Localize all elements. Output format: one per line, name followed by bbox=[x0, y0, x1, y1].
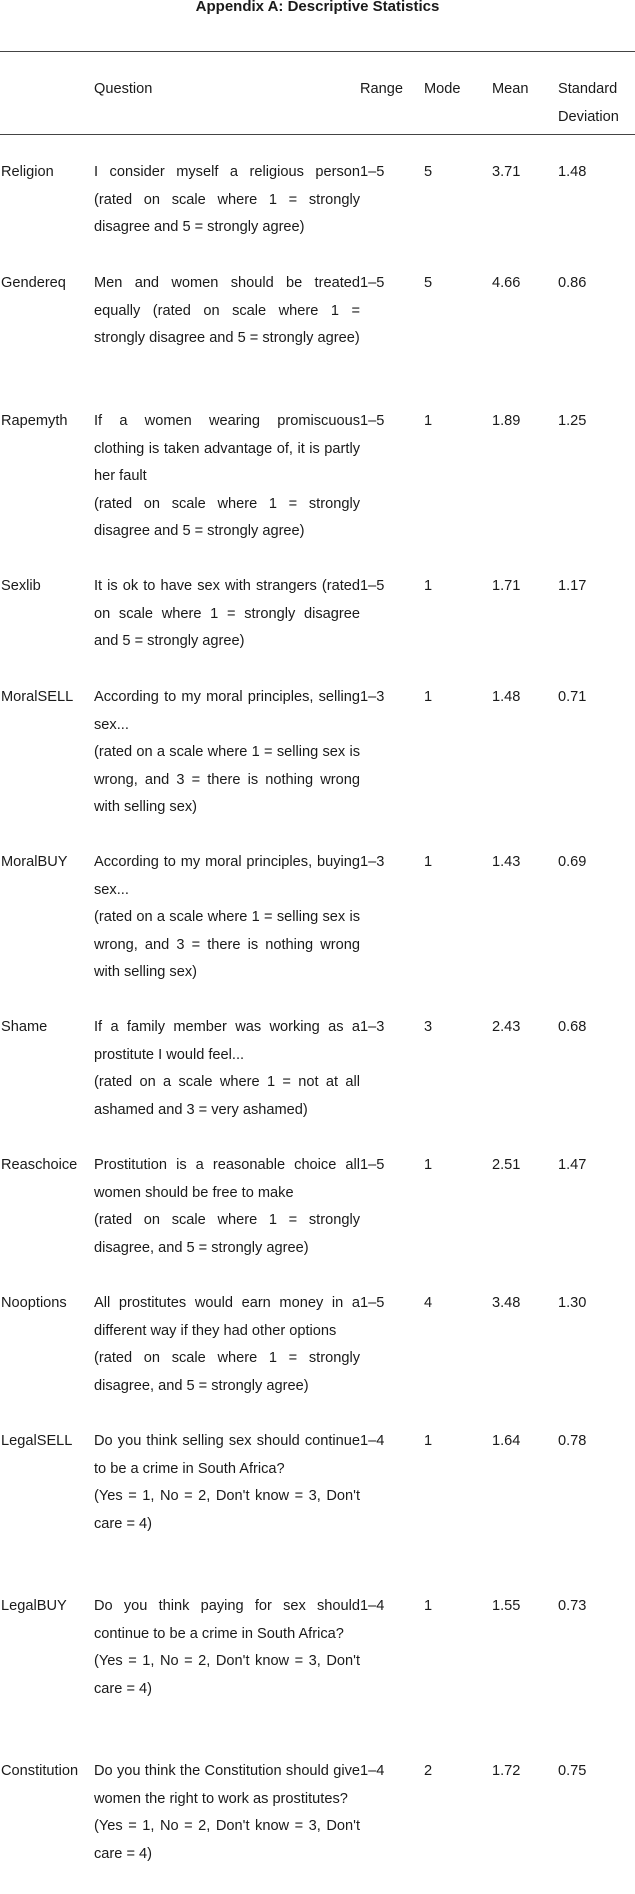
sd-value: 0.68 bbox=[558, 1019, 587, 1035]
question-text: Men and women should be treated equally (rated on scale where 1 = strongly disagree and 5 = strongly agree) bbox=[94, 275, 360, 346]
range-value: 1–5 bbox=[360, 1157, 385, 1173]
variable-name: Religion bbox=[1, 164, 54, 180]
sd-value: 0.71 bbox=[558, 689, 587, 705]
question-text: Do you think the Constitution should give women the right to work as prostitutes? (Yes = 1, No = 2, Don't know = 3, Don't care = 4) bbox=[94, 1763, 360, 1862]
sd-value: 0.78 bbox=[558, 1433, 587, 1449]
sd-value: 0.86 bbox=[558, 275, 587, 291]
question-text: Prostitution is a reasonable choice all women should be free to make (rated on scale where 1 = strongly disagree, and 5 = strongly agree) bbox=[94, 1157, 360, 1256]
mode-value: 1 bbox=[424, 1598, 433, 1614]
mean-value: 1.43 bbox=[492, 854, 521, 870]
range-value: 1–4 bbox=[360, 1433, 385, 1449]
question-text: It is ok to have sex with strangers (rated on scale where 1 = strongly disagree and 5 = strongly agree) bbox=[94, 578, 360, 649]
header-question: Question bbox=[94, 81, 153, 97]
mean-value: 1.89 bbox=[492, 413, 521, 429]
range-value: 1–3 bbox=[360, 689, 385, 705]
variable-name: Sexlib bbox=[1, 578, 41, 594]
variable-name: Gendereq bbox=[1, 275, 66, 291]
mean-value: 1.72 bbox=[492, 1763, 521, 1779]
mode-value: 1 bbox=[424, 689, 433, 705]
range-value: 1–5 bbox=[360, 413, 385, 429]
sd-value: 1.47 bbox=[558, 1157, 587, 1173]
mode-value: 1 bbox=[424, 1157, 433, 1173]
mean-value: 2.43 bbox=[492, 1019, 521, 1035]
table-header-rule bbox=[0, 134, 635, 135]
range-value: 1–5 bbox=[360, 164, 385, 180]
question-text: If a family member was working as a prostitute I would feel... (rated on a scale where 1 = not at all ashamed and 3 = very ashamed) bbox=[94, 1019, 360, 1118]
mode-value: 5 bbox=[424, 275, 433, 291]
variable-name: MoralBUY bbox=[1, 854, 68, 870]
header-standard-deviation: Standard Deviation bbox=[558, 81, 619, 125]
sd-value: 0.69 bbox=[558, 854, 587, 870]
question-text: If a women wearing promiscuous clothing is taken advantage of, it is partly her fault (rated on scale where 1 = strongly disagree and 5 = strongly agree) bbox=[94, 413, 360, 539]
mode-value: 2 bbox=[424, 1763, 433, 1779]
range-value: 1–5 bbox=[360, 1295, 385, 1311]
page-title: Appendix A: Descriptive Statistics bbox=[195, 0, 440, 15]
variable-name: Nooptions bbox=[1, 1295, 67, 1311]
mode-value: 1 bbox=[424, 578, 433, 594]
sd-value: 1.17 bbox=[558, 578, 587, 594]
question-text: Do you think paying for sex should continue to be a crime in South Africa? (Yes = 1, No = 2, Don't know = 3, Don't care = 4) bbox=[94, 1598, 360, 1697]
question-text: According to my moral principles, buying sex... (rated on a scale where 1 = selling sex is wrong, and 3 = there is nothing wrong with selling sex) bbox=[94, 854, 360, 980]
mean-value: 3.48 bbox=[492, 1295, 521, 1311]
variable-name: LegalSELL bbox=[1, 1433, 73, 1449]
table-top-rule bbox=[0, 51, 635, 52]
variable-name: Reaschoice bbox=[1, 1157, 78, 1173]
question-text: According to my moral principles, selling sex... (rated on a scale where 1 = selling sex is wrong, and 3 = there is nothing wrong with selling sex) bbox=[94, 689, 360, 815]
mean-value: 1.64 bbox=[492, 1433, 521, 1449]
range-value: 1–3 bbox=[360, 854, 385, 870]
mode-value: 1 bbox=[424, 413, 433, 429]
variable-name: MoralSELL bbox=[1, 689, 74, 705]
mode-value: 1 bbox=[424, 854, 433, 870]
sd-value: 0.75 bbox=[558, 1763, 587, 1779]
sd-value: 1.25 bbox=[558, 413, 587, 429]
range-value: 1–4 bbox=[360, 1598, 385, 1614]
mode-value: 1 bbox=[424, 1433, 433, 1449]
mean-value: 2.51 bbox=[492, 1157, 521, 1173]
mean-value: 1.71 bbox=[492, 578, 521, 594]
variable-name: Rapemyth bbox=[1, 413, 68, 429]
mode-value: 5 bbox=[424, 164, 433, 180]
header-mean: Mean bbox=[492, 81, 529, 97]
variable-name: Constitution bbox=[1, 1763, 79, 1779]
mean-value: 3.71 bbox=[492, 164, 521, 180]
mean-value: 1.48 bbox=[492, 689, 521, 705]
header-mode: Mode bbox=[424, 81, 461, 97]
range-value: 1–3 bbox=[360, 1019, 385, 1035]
sd-value: 1.48 bbox=[558, 164, 587, 180]
mean-value: 4.66 bbox=[492, 275, 521, 291]
question-text: All prostitutes would earn money in a different way if they had other options (rated on scale where 1 = strongly disagree, and 5 = strongly agree) bbox=[94, 1295, 360, 1394]
range-value: 1–5 bbox=[360, 578, 385, 594]
question-text: Do you think selling sex should continue to be a crime in South Africa? (Yes = 1, No = 2, Don't know = 3, Don't care = 4) bbox=[94, 1433, 360, 1532]
header-range: Range bbox=[360, 81, 404, 97]
sd-value: 1.30 bbox=[558, 1295, 587, 1311]
variable-name: LegalBUY bbox=[1, 1598, 67, 1614]
sd-value: 0.73 bbox=[558, 1598, 587, 1614]
mode-value: 3 bbox=[424, 1019, 433, 1035]
variable-name: Shame bbox=[1, 1019, 48, 1035]
range-value: 1–4 bbox=[360, 1763, 385, 1779]
question-text: I consider myself a religious person (rated on scale where 1 = strongly disagree and 5 = strongly agree) bbox=[94, 164, 360, 235]
range-value: 1–5 bbox=[360, 275, 385, 291]
mode-value: 4 bbox=[424, 1295, 433, 1311]
mean-value: 1.55 bbox=[492, 1598, 521, 1614]
